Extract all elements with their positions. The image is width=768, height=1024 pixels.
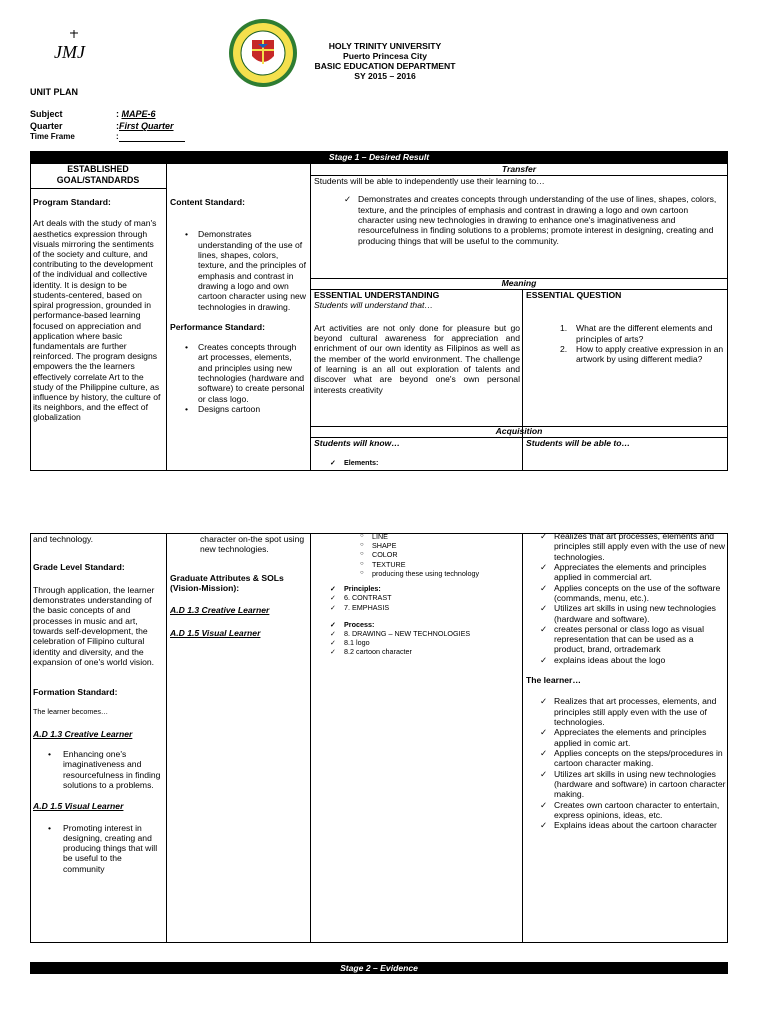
process-item: ✓ 8.2 cartoon character [328, 647, 520, 656]
ad15-heading: A.D 1.5 Visual Learner [33, 801, 124, 812]
goals-header: ESTABLISHED GOAL/STANDARDS [56, 164, 140, 185]
quarter-row: Quarter :First Quarter [30, 121, 174, 131]
principles-list [328, 584, 520, 612]
transfer-content [314, 176, 724, 246]
content-standard-label: Content Standard: [170, 197, 245, 207]
know-label: Students will know… [314, 438, 400, 448]
performance-standard-list [170, 342, 308, 414]
timeframe-label: Time Frame [30, 132, 75, 141]
col1-cont-text: and technology. [33, 534, 94, 544]
essential-understanding [314, 290, 520, 395]
university-seal [228, 18, 298, 88]
eu-label: ESSENTIAL UNDERSTANDING [314, 290, 440, 300]
timeframe-blank [119, 133, 185, 142]
ad13-item: • Enhancing one's imaginativeness and resourcefulness in finding solutions to a problems. [33, 749, 163, 790]
grade-level-label: Grade Level Standard: [33, 562, 125, 573]
col2-cont-text: character on-the spot using new technologies. [200, 534, 305, 555]
quarter-value: First Quarter [119, 121, 174, 131]
program-standard [33, 197, 161, 423]
ad15-list [33, 823, 163, 875]
performance-item: • Creates concepts through art processes, elements, and principles using new technologies (hardware and software) to create personal or class logo. [170, 342, 308, 404]
eq-list [526, 323, 726, 364]
quarter-label: Quarter [30, 121, 63, 131]
divider [166, 533, 167, 943]
content-standard-item: • Demonstrates understanding of the use of lines, shapes, colors, texture, and the principles of emphasis and contrast in drawing a logo and own cartoon character using new technologies in drawing. [170, 229, 308, 312]
subject-label: Subject [30, 109, 63, 119]
eq-item: 2. How to apply creative expression in an artwork by using different media? [560, 343, 724, 365]
able-label: Students will be able to… [526, 438, 631, 448]
eu-text: Art activities are not only done for pleasure but go beyond cultural awareness for appreciation and enrichment of our own identity as Filipinos as well as the member of the world environment. The challenge of learning is an all out exploration of talents and discover what are beyond one's own personal interests creativity [314, 322, 520, 395]
element-item: ○ producing these using technology [360, 569, 520, 578]
able-item: ✓ Creates own cartoon character to entertain, express opinions, ideas, etc. [538, 800, 726, 821]
col2-continued [170, 534, 308, 638]
divider [522, 533, 523, 943]
ad15-item: • Promoting interest in designing, creating and producing things that will be useful to the community [33, 823, 163, 875]
principles-label: ✓ Principles: [328, 584, 520, 593]
able-item: ✓ Appreciates the elements and principles applied in comic art. [538, 727, 726, 748]
learner-label: The learner… [526, 675, 581, 686]
school-year: SY 2015 – 2016 [354, 70, 416, 81]
col2-ad15: A.D 1.5 Visual Learner [170, 627, 261, 638]
col2-ad13: A.D 1.3 Creative Learner [170, 605, 270, 616]
able-item: ✓ Utilizes art skills in using new technologies (hardware and software). [538, 603, 726, 624]
process-list [328, 620, 520, 657]
acquisition-title: Acquisition [495, 426, 543, 436]
formation-label: Formation Standard: [33, 687, 118, 698]
transfer-intro: Students will be able to independently use their learning to… [314, 176, 545, 186]
essential-question [526, 290, 726, 365]
element-item: ○ SHAPE [360, 541, 520, 550]
process-label: ✓ Process: [328, 620, 520, 629]
divider [30, 188, 166, 189]
divider [310, 163, 311, 471]
eu-intro: Students will understand that… [314, 300, 433, 311]
divider [310, 533, 311, 943]
department: BASIC EDUCATION DEPARTMENT [314, 60, 456, 71]
eq-item: 1. What are the different elements and principles of arts? [560, 323, 713, 344]
able-item: ✓ Applies concepts on the use of the software (commands, menu, etc.). [538, 583, 726, 604]
ad13-heading: A.D 1.3 Creative Learner [33, 728, 133, 739]
able-item: ✓ explains ideas about the logo [538, 655, 726, 665]
content-standard-list [170, 229, 308, 312]
stage1-bar: Stage 1 – Desired Result [30, 151, 728, 163]
performance-item: • Designs cartoon [170, 404, 308, 414]
content-standard [170, 197, 308, 414]
able-item: ✓ Realizes that art processes, elements, and principles still apply even with the use of technologies. [538, 696, 726, 727]
element-item: ○ TEXTURE [360, 560, 520, 569]
elements-list [360, 532, 520, 578]
element-item: ○ COLOR [360, 550, 520, 559]
program-standard-text: Art deals with the study of man's aesthetics expression through visuals mirroring the sentiments of the society and culture, and contributing to the development of the individual and collective identity. It is design to be students-centered, based on spiral progression, grounded in performance-based learning focused on appreciation and application where basic fundamentals are further reinforced. The program designs empowers the the learners effectively correlate Art to the study of the Philippine culture, as influence by history, the culture of its neighbors, and the effect of globalization [33, 218, 161, 423]
program-standard-label: Program Standard: [33, 197, 111, 207]
subject-row: Subject : MAPE-6 [30, 109, 156, 119]
element-item: ○ LINE [360, 532, 520, 541]
formation-intro: The learner becomes… [33, 707, 109, 717]
able-item: ✓ Realizes that art processes, elements and principles still apply even with the use of new technologies. [538, 531, 726, 562]
elements-label: ✓ Elements: [330, 458, 379, 467]
meaning-title: Meaning [501, 278, 537, 288]
ad13-list [33, 749, 163, 790]
know-continued [314, 532, 520, 657]
transfer-item: ✓ Demonstrates and creates concepts through understanding of the use of lines, shapes, colors, texture, and the principles of emphasis and contrast in drawing a logo and own cartoon character using new technologies in drawing to enhance one's imaginativeness and resourcefulness in finding solutions to a problems; promote interest in designing, creating and producing things that will be useful to the community. [342, 194, 724, 246]
process-item: ✓ 8.1 logo [328, 638, 520, 647]
able-continued [524, 531, 726, 830]
performance-standard-label: Performance Standard: [170, 321, 266, 332]
principle-item: ✓ 7. EMPHASIS [328, 603, 520, 612]
able-item: ✓ creates personal or class logo as visual representation that can be used as a product, brand, ortrademark [538, 624, 726, 655]
jmj-logo [52, 28, 96, 62]
city: Puerto Princesa City [342, 50, 428, 61]
able-list-1 [524, 531, 726, 665]
divider [522, 289, 523, 471]
graduate-label: Graduate Attributes & SOLs (Vision-Mission): [170, 572, 284, 593]
able-item: ✓ Appreciates the elements and principles applied in commercial art. [538, 562, 726, 583]
able-list-2 [524, 696, 726, 830]
divider [166, 163, 167, 471]
principle-item: ✓ 6. CONTRAST [328, 593, 520, 602]
university-name: HOLY TRINITY UNIVERSITY [328, 41, 442, 51]
subject-value: MAPE-6 [121, 109, 156, 119]
able-item: ✓ Applies concepts on the steps/procedures in cartoon character making. [538, 748, 726, 769]
stage2-bar: Stage 2 – Evidence [30, 962, 728, 974]
transfer-list [314, 194, 724, 246]
transfer-title: Transfer [501, 164, 537, 174]
able-item: ✓ Explains ideas about the cartoon character [538, 820, 726, 830]
unit-plan-title: UNIT PLAN [30, 87, 78, 97]
eq-label: ESSENTIAL QUESTION [526, 290, 622, 300]
col1-continued [33, 534, 163, 874]
school-header [300, 42, 470, 82]
process-item: ✓ 8. DRAWING – NEW TECHNOLOGIES [328, 629, 520, 638]
jmj-text: JMJ [54, 42, 85, 62]
timeframe-row: Time Frame : [30, 132, 185, 142]
able-item: ✓ Utilizes art skills in using new technologies (hardware and software) in cartoon character making. [538, 769, 726, 800]
grade-level-text: Through application, the learner demonstrates understanding of the basic concepts of and processes in music and art, towards self-development, the celebration of Filipino cultural identity and diversity, and the expansion of one's world vision. [33, 584, 155, 667]
